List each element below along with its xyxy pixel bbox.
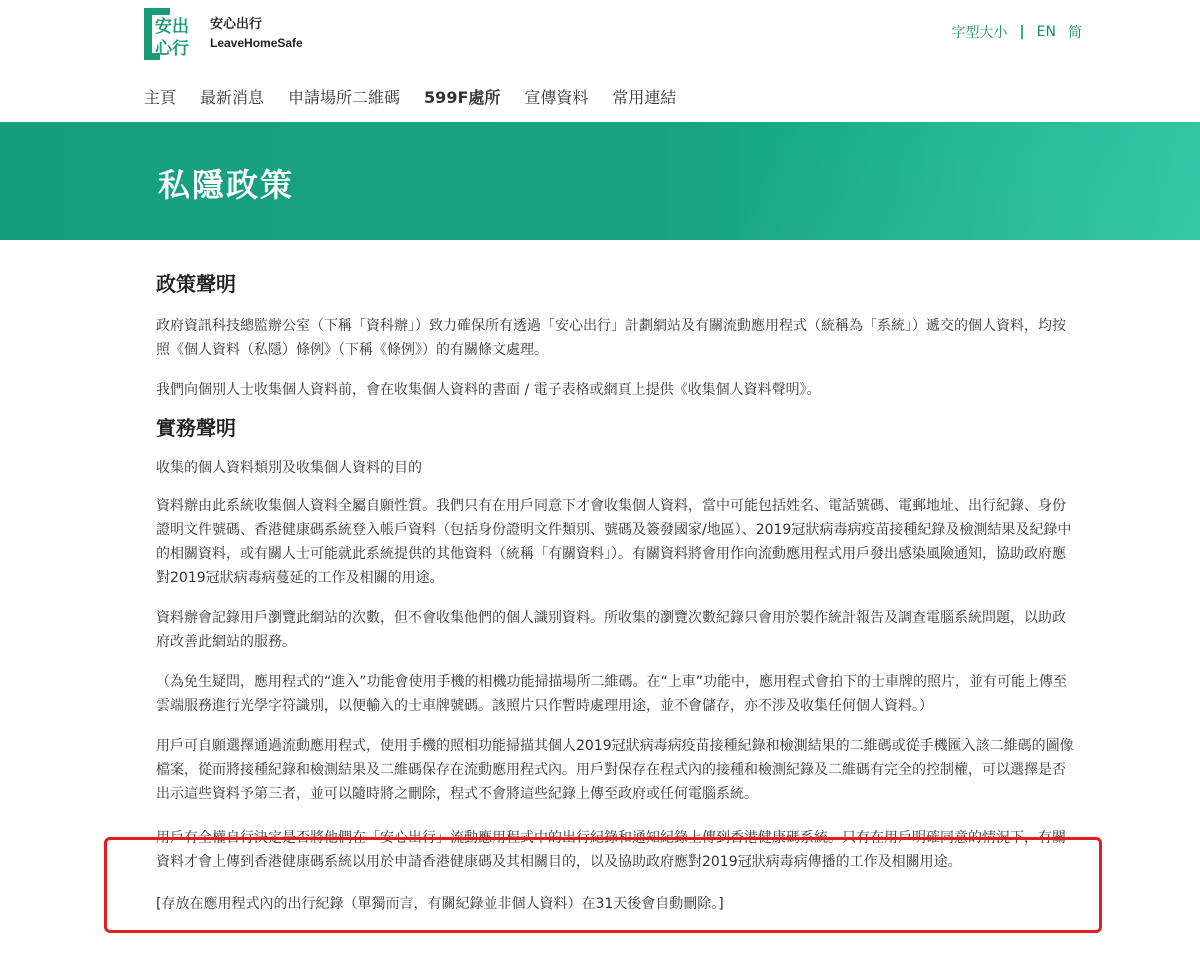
site-logo[interactable] <box>144 8 303 60</box>
nav-news[interactable]: 最新消息 <box>200 88 265 107</box>
practice-paragraph-2: 資料辦會記錄用戶瀏覽此網站的次數，但不會收集他們的個人識別資料。所收集的瀏覽次數紀錄只會用於製作統計報告及調查電腦系統問題，以助政府改善此網站的服務。 <box>156 610 1066 650</box>
practice-paragraph-6: [存放在應用程式內的出行紀錄（單獨而言，有關紀錄並非個人資料）在31天後會自動刪除。] <box>156 896 724 912</box>
font-size-button[interactable]: 字型大小 <box>951 25 1008 41</box>
practice-paragraph-1: 資料辦由此系統收集個人資料全屬自願性質。我們只有在用戶同意下才會收集個人資料，當中可能包括姓名、電話號碼、電郵地址、出行紀錄、身份證明文件號碼、香港健康碼系統登入帳戶資料（包括身份證明文件類別、號碼及簽發國家/地區）、2019冠狀病毒病疫苗接種紀錄及檢測結果及紀錄中的相關資料，或有關人士可能就此系統提供的其他資料（統稱「有關資料」）。有關資料將會用作向流動應用程式用戶發出感染風險通知，協助政府應對2019冠狀病毒病蔓延的工作及相關的用途。 <box>156 498 1072 586</box>
logo-mark-icon <box>144 8 196 60</box>
main-content <box>156 256 1076 916</box>
practice-paragraph-4: 用戶可自願選擇通過流動應用程式，使用手機的照相功能掃描其個人2019冠狀病毒病疫苗接種紀錄和檢測結果的二維碼或從手機匯入該二維碼的圖像檔案，從而將接種紀錄和檢測結果及二維碼保存在流動應用程式內。用戶對保存在程式內的接種和檢測紀錄及二維碼有完全的控制權，可以選擇是否出示這些資料予第三者，並可以隨時將之刪除，程式不會將這些紀錄上傳至政府或任何電腦系統。 <box>156 738 1074 802</box>
lang-sc-link[interactable]: 简 <box>1068 25 1082 41</box>
utility-bar <box>952 22 1082 42</box>
policy-paragraph-1: 政府資訊科技總監辦公室（下稱「資科辦」）致力確保所有透過「安心出行」計劃網站及有關流動應用程式（統稱為「系統」）遞交的個人資料，均按照《個人資料（私隱）條例》（下稱《條例》）的有關條文處理。 <box>156 318 1066 358</box>
svg-text:心行: 心行 <box>155 39 189 59</box>
practice-heading: 實務聲明 <box>156 416 236 440</box>
practice-paragraph-5: 用戶有全權自行決定是否將他們在「安心出行」流動應用程式中的出行紀錄和通知紀錄上傳到香港健康碼系統。只有在用戶明確同意的情況下，有關資料才會上傳到香港健康碼系統以用於申請香港健康碼及其相關目的，以及協助政府應對2019冠狀病毒病傳播的工作及相關用途。 <box>156 830 1066 870</box>
page-title: 私隱政策 <box>158 166 295 204</box>
practice-subheading: 收集的個人資料類別及收集個人資料的目的 <box>156 460 422 476</box>
site-header <box>0 0 1200 122</box>
nav-599f[interactable]: 599F處所 <box>424 88 501 107</box>
nav-promotion[interactable]: 宣傳資料 <box>524 88 589 107</box>
svg-text:安出: 安出 <box>155 17 189 37</box>
nav-home[interactable]: 主頁 <box>144 88 177 107</box>
banner-decoration <box>739 122 1200 240</box>
policy-paragraph-2: 我們向個別人士收集個人資料前，會在收集個人資料的書面 / 電子表格或網頁上提供《收集個人資料聲明》。 <box>156 382 821 398</box>
logo-name-en: LeaveHomeSafe <box>210 36 303 50</box>
utility-divider: | <box>1019 24 1025 40</box>
policy-heading: 政策聲明 <box>156 272 236 296</box>
main-nav <box>144 88 700 108</box>
highlight-annotation-box <box>104 837 1102 933</box>
logo-text <box>210 17 303 51</box>
logo-name-zh: 安心出行 <box>210 17 263 32</box>
practice-paragraph-3: （為免生疑問，應用程式的“進入”功能會使用手機的相機功能掃描場所二維碼。在“上車”功能中，應用程式會拍下的士車牌的照片，並有可能上傳至雲端服務進行光學字符識別，以便輸入的士車牌號碼。該照片只作暫時處理用途，並不會儲存，亦不涉及收集任何個人資料。） <box>156 674 1068 714</box>
page-banner <box>0 122 1200 240</box>
nav-venue-qr[interactable]: 申請場所二維碼 <box>288 88 401 107</box>
nav-links[interactable]: 常用連結 <box>612 88 677 107</box>
lang-en-link[interactable]: EN <box>1036 24 1056 40</box>
